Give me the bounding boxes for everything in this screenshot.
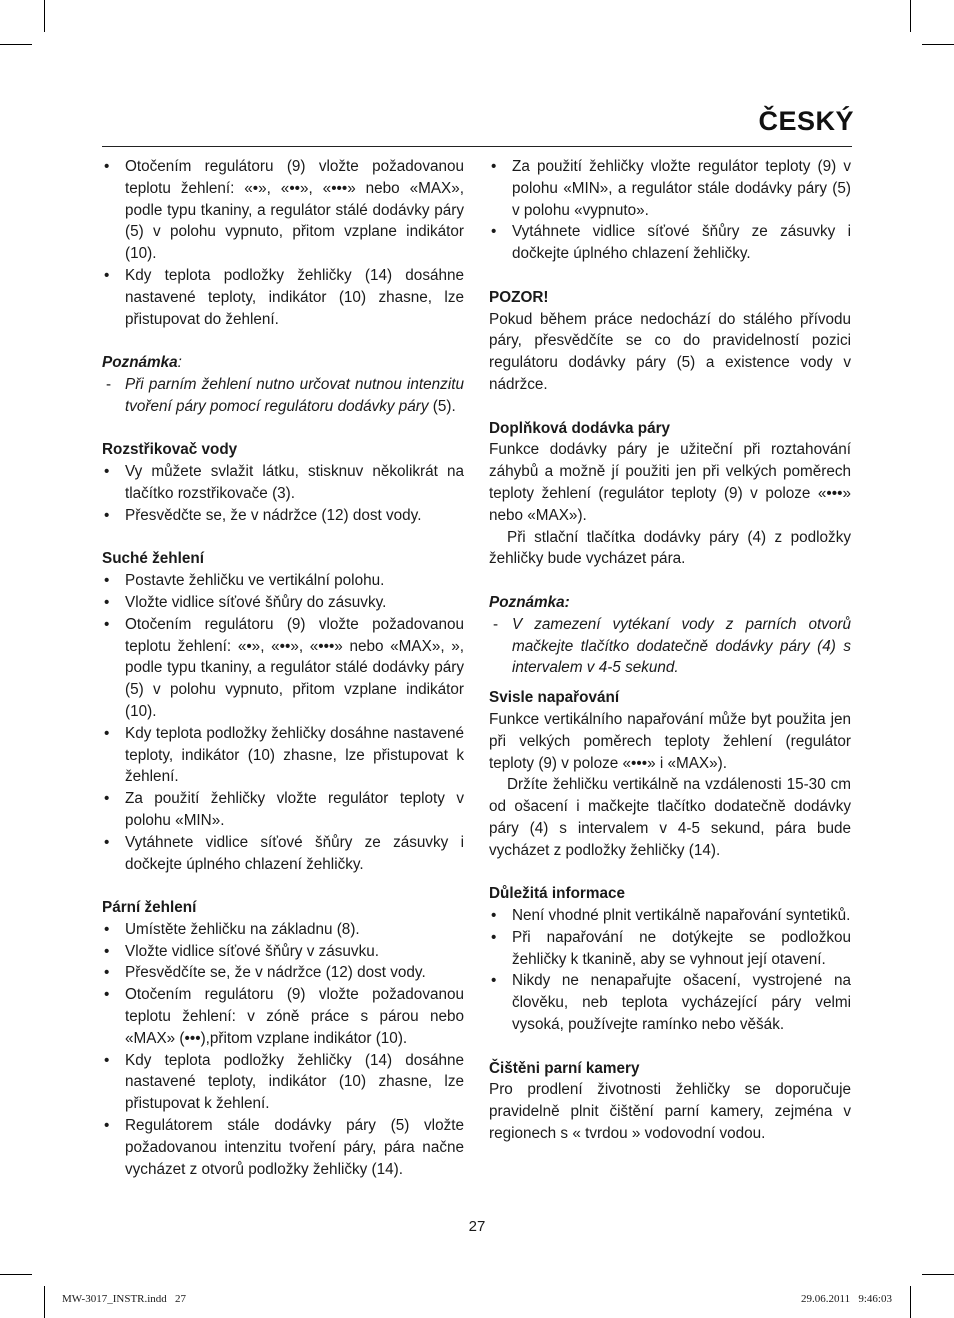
section-heading: Důležitá informace (489, 885, 626, 903)
page-title: ČESKÝ (758, 106, 854, 136)
list-item: • Postavte žehličku ve vertikální polohu. (102, 570, 464, 592)
list-item: • Za použití žehličky vložte regulátor teploty (9) v polohu «MIN», a regulátor stále dodávky páry (5) v polohu «vypnuto». (489, 156, 851, 221)
note-colon: : (177, 354, 182, 372)
list-item: • Otočením regulátoru (9) vložte požadovanou teplotu žehlení: «•», «••», «•••» nebo «MAX», », podle typu tkaniny, a regulátor stálé dodávky páry (5) v polohu vypnuto, přitom vzplane indikátor (10). (102, 614, 464, 723)
print-slug-date: 29.06.2011 9:46:03 (801, 1293, 892, 1305)
list-item: • Nikdy ne nenapařujte ošacení, vystrojené na člověku, neb teplota vycházející páry velmi vysoká, používejte ramínko nebo věšák. (489, 970, 851, 1035)
list-item: • Vložte vidlice síťové šňůry v zásuvku. (102, 941, 464, 963)
list-item: • Není vhodné plnit vertikálně napařování syntetiků. (489, 905, 851, 927)
crop-mark (922, 44, 954, 45)
paragraph: Pokud během práce nedochází do stálého přívodu páry, přesvědčíte se co do pravidelností pozici regulátoru dodávky páry (5) a existence vody v nádržce. (489, 310, 851, 393)
steam-list (102, 919, 464, 1181)
crop-mark (44, 0, 45, 32)
note-title: Poznámka: (489, 593, 570, 611)
intro-list (102, 156, 464, 330)
note-item-ref: (5). (428, 397, 456, 415)
note-title: Poznámka (102, 354, 178, 372)
section-heading: Svisle napařování (489, 689, 620, 707)
note-list (102, 374, 464, 418)
warning-heading: POZOR! (489, 288, 549, 306)
list-item: • Vytáhnete vidlice síťové šňůry ze zásuvky i dočkejte úplného chlazení žehličky. (102, 832, 464, 876)
crop-mark (910, 1286, 911, 1318)
dry-list (102, 570, 464, 875)
paragraph: Funkce vertikálního napařování může byt použita jen při velkých poměrech teploty žehlení (regulátor teploty (9) v poloze «•••» i «MAX»). (489, 710, 851, 772)
crop-mark (0, 1274, 32, 1275)
list-item: • Kdy teplota podložky žehličky dosáhne nastavené teploty, indikátor (10) zhasne, lze přistupovat k žehlení. (102, 723, 464, 788)
note-item: - V zamezení vytékaní vody z parních otvorů mačkejte tlačítko dodatečně dodávky páry (4) s intervalem v 4-5 sekund. (489, 614, 851, 679)
list-item: • Umístěte žehličku na základnu (8). (102, 919, 464, 941)
list-item: • Vložte vidlice síťové šňůry do zásuvky. (102, 592, 464, 614)
intro-list (489, 156, 851, 265)
list-item: • Kdy teplota podložky žehličky (14) dosáhne nastavené teploty, indikátor (10) zhasne, lze přistupovat do žehlení. (102, 265, 464, 330)
note-list (489, 614, 851, 679)
header-rule (102, 146, 852, 147)
page-number: 27 (468, 1218, 486, 1235)
paragraph: Pro prodlení životnosti žehličky se doporučuje pravidelně plnit čištění parní kamery, zejména v regionech s « tvrdou » vodovodní vodou. (489, 1081, 851, 1143)
section-heading: Suché žehlení (102, 550, 205, 568)
list-item: • Otočením regulátoru (9) vložte požadovanou teplotu žehlení: «•», «••», «•••» nebo «MAX», podle typu tkaniny, a regulátor stálé dodávky páry (5) v polohu vypnuto, přitom vzplane indikátor (10). (102, 156, 464, 265)
crop-mark (44, 1286, 45, 1318)
important-list (489, 905, 851, 1036)
section-heading: Pární žehlení (102, 899, 197, 917)
list-item: • Vy můžete svlažit látku, stisknuv několikrát na tlačítko rozstřikovače (3). (102, 461, 464, 505)
list-item: • Vytáhnete vidlice síťové šňůry ze zásuvky i dočkejte úplného chlazení žehličky. (489, 221, 851, 265)
note-heading (102, 352, 464, 374)
print-slug-file: MW-3017_INSTR.indd 27 (62, 1293, 187, 1305)
note-item-text: Při parním žehlení nutno určovat nutnou intenzitu tvoření páry pomocí regulátoru dodávky páry (125, 375, 464, 415)
list-item: • Přesvědčíte se, že v nádržce (12) dost vody. (102, 962, 464, 984)
section-heading: Čištěni parní kamery (489, 1059, 640, 1077)
crop-mark (910, 0, 911, 32)
section-heading: Rozstřikovač vody (102, 441, 238, 459)
paragraph: Při stlační tlačítka dodávky páry (4) z podložky žehličky bude vycházet pára. (489, 528, 851, 568)
left-column (102, 156, 464, 1180)
crop-mark (922, 1274, 954, 1275)
list-item: • Otočením regulátoru (9) vložte požadovanou teplotu žehlení: v zóně práce s párou nebo «MAX» (•••),přitom vzplane indikátor (10). (102, 984, 464, 1049)
paragraph: Držíte žehličku vertikálně na vzdálenosti 15-30 cm od ošacení i mačkejte tlačítko dodatečně dodávky páry (4) s intervalem v 4-5 sekund, pára bude vycházet z podložky žehličky (14). (489, 776, 851, 859)
paragraph: Funkce dodávky páry je užiteční při roztahování záhybů a možně jí použiti jen při velkých poměrech teploty žehlení (regulátor teploty (9) v poloze «•••» nebo «MAX»). (489, 441, 851, 524)
list-item: • Kdy teplota podložky žehličky (14) dosáhne nastavené teploty, indikátor (10) zhasne, lze přistupovat k žehlení. (102, 1050, 464, 1115)
list-item: • Při napařování ne dotýkejte se podložkou žehličky k tkanině, aby se vyhnout její otavení. (489, 927, 851, 971)
right-column (489, 156, 851, 1145)
list-item: • Regulátorem stále dodávky páry (5) vložte požadovanou intenzitu tvoření páry, pára načne vycházet z otvorů podložky žehličky (14). (102, 1115, 464, 1180)
note-item (102, 374, 464, 418)
sprayer-list (102, 461, 464, 526)
list-item: • Přesvědčte se, že v nádržce (12) dost vody. (102, 505, 464, 527)
list-item: • Za použití žehličky vložte regulátor teploty v polohu «MIN». (102, 788, 464, 832)
section-heading: Doplňková dodávka páry (489, 419, 671, 437)
crop-mark (0, 44, 32, 45)
